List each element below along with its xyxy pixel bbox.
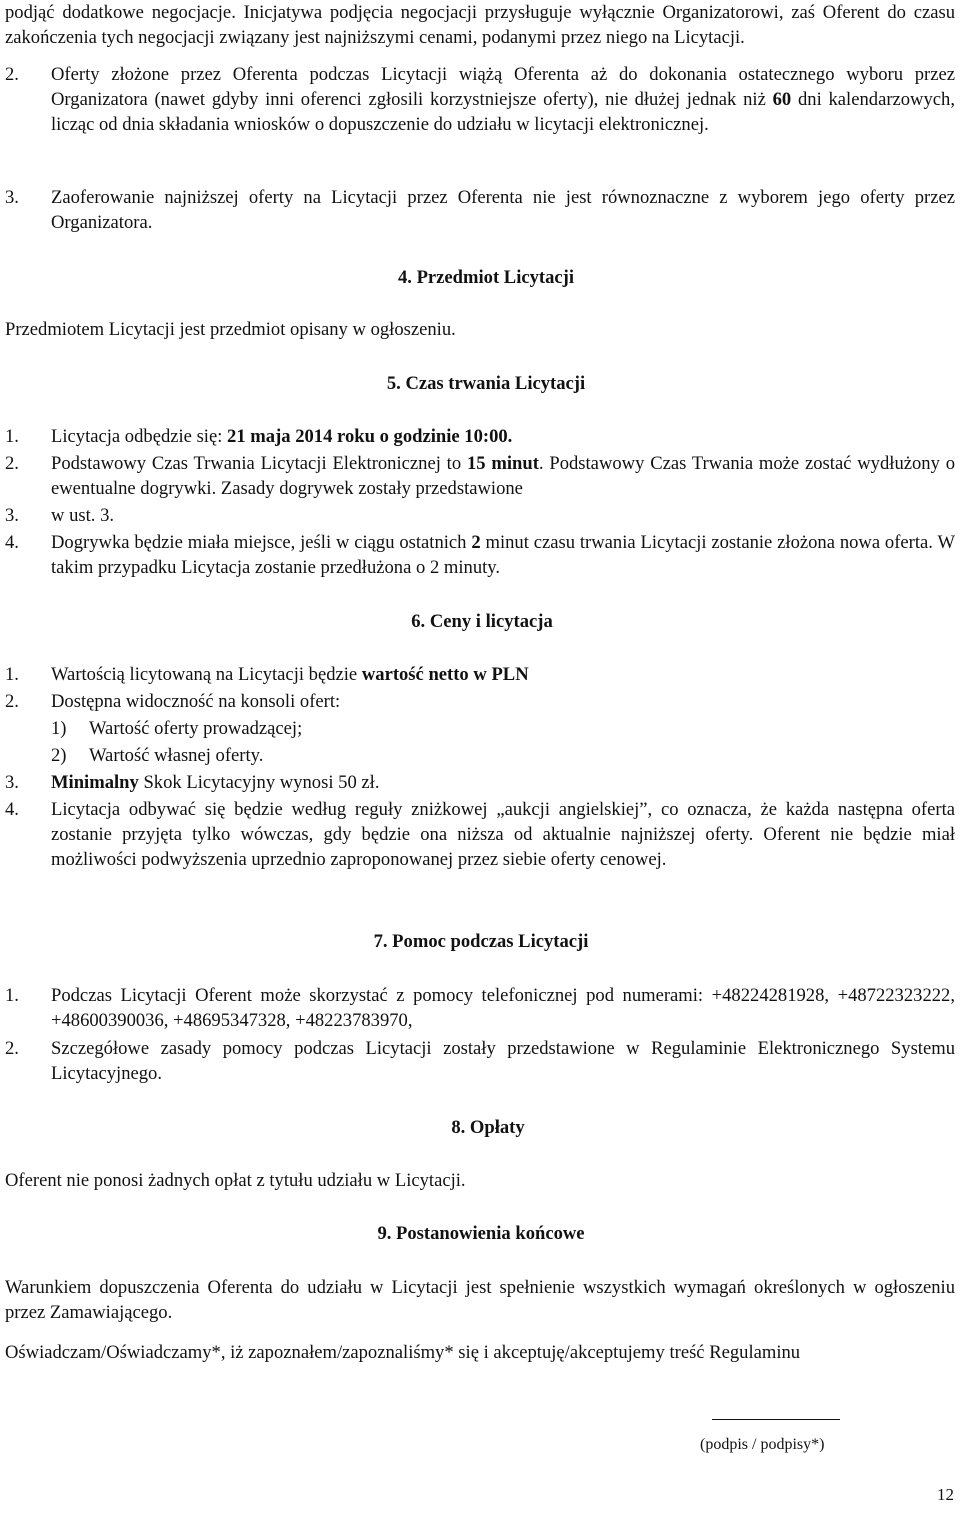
section-heading-8: 8. Opłaty: [451, 1117, 525, 1138]
page-number: 12: [937, 1485, 954, 1504]
section9-text-2: Oświadczam/Oświadczamy*, iż zapoznałem/zapoznaliśmy* się i akceptuję/akceptujemy treść Regulaminu: [5, 1342, 801, 1363]
item-text: [51, 770, 955, 795]
section6-subitem-2: [5, 743, 960, 768]
text-part: Skok Licytacyjny wynosi 50 zł.: [138, 772, 380, 793]
text-part: . Podstawowy Czas Trwania może zostać wydłużony o ewentualne dogrywki. Zasady dogrywek zostały przedstawione: [51, 453, 955, 499]
text-part: Podstawowy Czas Trwania Licytacji Elektronicznej to: [51, 453, 467, 474]
item-number: 2.: [5, 453, 19, 474]
text-part: Dogrywka będzie miała miejsce, jeśli w ciągu ostatnich: [51, 532, 472, 553]
item-number: 2.: [5, 64, 19, 85]
section7-item-1: [5, 983, 955, 1033]
section6-item-3: [5, 770, 955, 795]
section6-item-1: [5, 662, 955, 687]
text-part: Wartością licytowaną na Licytacji będzie: [51, 664, 362, 685]
intro-paragraph: podjąć dodatkowe negocjacje. Inicjatywa podjęcia negocjacji przysługuje wyłącznie Organizatorowi, zaś Oferent do czasu zakończenia tych negocjacji związany jest najniższymi cenami, podanymi przez niego na Licytacji.: [5, 2, 955, 48]
item-text: w ust. 3.: [51, 505, 115, 526]
item-text: [51, 530, 955, 580]
section3-item-3: [5, 185, 955, 235]
item-text: [51, 62, 955, 137]
bold-part: 15 minut: [466, 453, 539, 474]
section7-item-2: [5, 1036, 955, 1086]
section9-text-1: Warunkiem dopuszczenia Oferenta do udziału w Licytacji jest spełnienie wszystkich wymagań określonych w ogłoszeniu przez Zamawiającego.: [5, 1277, 955, 1323]
section4-text: Przedmiotem Licytacji jest przedmiot opisany w ogłoszeniu.: [5, 319, 456, 340]
bold-part: wartość netto w PLN: [361, 664, 529, 685]
section6-subitem-1: [5, 716, 960, 741]
item-text: [51, 662, 955, 687]
section5-item-4: [5, 530, 955, 580]
text-part: dni kalendarzowych, licząc od dnia składania wniosków o dopuszczenie do udziału w licytacji elektronicznej.: [51, 89, 955, 135]
section-heading-5: 5. Czas trwania Licytacji: [386, 373, 586, 394]
item-number: 1.: [5, 664, 19, 685]
bold-part: Minimalny: [51, 772, 139, 793]
subitem-number: 1): [51, 718, 67, 739]
subitem-number: 2): [51, 745, 67, 766]
item-number: 2.: [5, 691, 19, 712]
item-text: [51, 451, 955, 501]
text-part: minut czasu trwania Licytacji zostanie złożona nowa oferta. W takim przypadku Licytacja zostanie przedłużona o 2 minuty.: [51, 532, 955, 578]
item-text: Zaoferowanie najniższej oferty na Licytacji przez Oferenta nie jest równoznaczne z wyborem jego oferty przez Organizatora.: [51, 187, 955, 233]
section6-item-4: [5, 797, 955, 872]
item-number: 4.: [5, 532, 19, 553]
section-heading-6: 6. Ceny i licytacja: [411, 611, 553, 632]
section5-item-2: [5, 451, 955, 501]
item-text: [51, 424, 955, 449]
signature-line: [712, 1419, 840, 1420]
section3-item-2: [5, 62, 955, 137]
section-heading-7: 7. Pomoc podczas Licytacji: [373, 931, 589, 952]
item-number: 1.: [5, 985, 19, 1006]
bold-part: 21 maja 2014 roku o godzinie 10:00.: [227, 426, 513, 447]
subitem-text: Wartość własnej oferty.: [89, 745, 264, 766]
item-text: Licytacja odbywać się będzie według reguły zniżkowej „aukcji angielskiej”, co oznacza, że każda następna oferta zostanie przyjęta tylko wówczas, gdy będzie ona niższa od aktualnie najniższej oferty. Oferent nie będzie miał możliwości podwyższenia uprzednio zaproponowanej przez siebie oferty cenowej.: [51, 799, 955, 870]
bold-part: 2: [471, 532, 481, 553]
signature-caption: (podpis / podpisy*): [700, 1436, 825, 1453]
item-number: 2.: [5, 1038, 19, 1059]
item-number: 3.: [5, 187, 19, 208]
item-text: Podczas Licytacji Oferent może skorzystać z pomocy telefonicznej pod numerami: +48224281928, +48722323222, +48600390036, +48695347328, +48223783970,: [51, 985, 955, 1031]
bold-part: 60: [772, 89, 792, 110]
subitem-text: Wartość oferty prowadzącej;: [89, 718, 303, 739]
item-number: 4.: [5, 799, 19, 820]
section5-item-3: [5, 503, 955, 528]
text-part: Oferty złożone przez Oferenta podczas Licytacji wiążą Oferenta aż do dokonania ostatecznego wyboru przez Organizatora (nawet gdyby inni oferenci zgłosili korzystniejsze oferty), nie dłużej jednak niż: [51, 64, 955, 110]
text-part: Licytacja odbędzie się:: [51, 426, 228, 447]
item-text: Szczegółowe zasady pomocy podczas Licytacji zostały przedstawione w Regulaminie Elektronicznego Systemu Licytacyjnego.: [51, 1038, 955, 1084]
item-number: 1.: [5, 426, 19, 447]
item-text: Dostępna widoczność na konsoli ofert:: [51, 691, 341, 712]
item-number: 3.: [5, 772, 19, 793]
section5-item-1: [5, 424, 955, 449]
section6-item-2: [5, 689, 955, 714]
item-number: 3.: [5, 505, 19, 526]
section-heading-9: 9. Postanowienia końcowe: [377, 1223, 585, 1244]
section-heading-4: 4. Przedmiot Licytacji: [397, 267, 575, 288]
section8-text: Oferent nie ponosi żadnych opłat z tytułu udziału w Licytacji.: [5, 1170, 466, 1191]
